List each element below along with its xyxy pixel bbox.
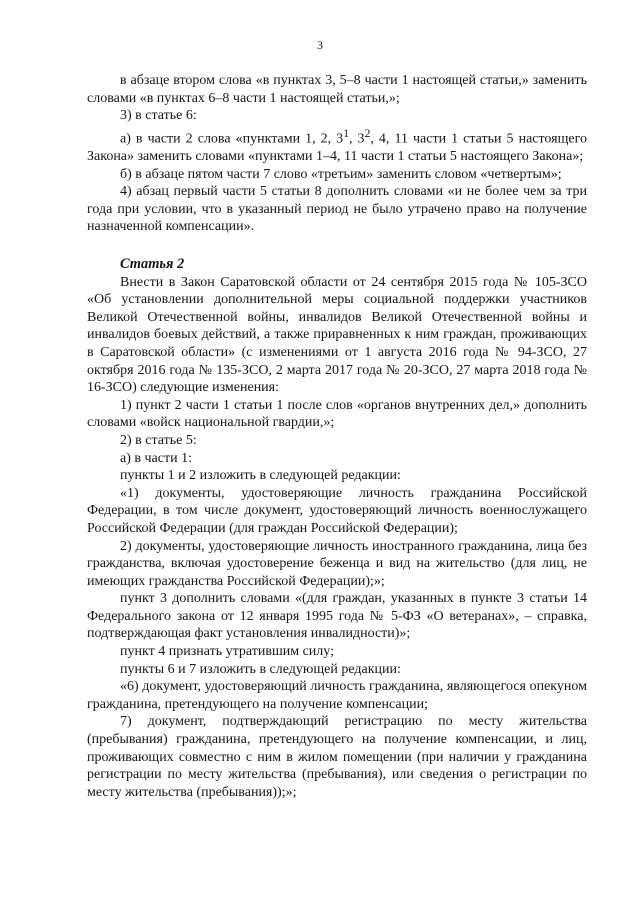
superscript: 1 [343, 126, 350, 140]
superscript: 2 [364, 126, 371, 140]
paragraph: а) в части 1: [120, 450, 192, 466]
page-number: 3 [317, 38, 323, 52]
paragraph [87, 125, 587, 166]
paragraph: пункты 6 и 7 изложить в следующей редакции: [120, 661, 401, 677]
paragraph-text: а) в части 2 слова «пунктами 1, 2, 3 [120, 131, 344, 147]
paragraph: «6) документ, удостоверяющий личность гражданина, являющегося опекуном гражданина, претендующего на получение компенсации; [87, 679, 587, 712]
paragraph: 3) в статье 6: [120, 108, 197, 124]
paragraph-text: , 4, 11 части 1 статьи 5 настоящего Закона» заменить словами «пунктами 1–4, 11 части 1 статьи 5 настоящего Закона»; [87, 131, 587, 165]
paragraph: 7) документ, подтверждающий регистрацию по месту жительства (пребывания) гражданина, претендующего на получение компенсации, и лиц, проживающих совместно с ним в жилом помещении (при наличии у гражданина регистрации по месту жительства (пребывания), или сведения о регистрации по месту жительства (пребывания));»; [87, 714, 587, 800]
article-heading: Статья 2 [120, 256, 185, 272]
paragraph: 4) абзац первый части 5 статьи 8 дополнить словами «и не более чем за три года при условии, что в указанный период не было утрачено право на получение назначенной компенсации». [87, 184, 587, 235]
paragraph: «1) документы, удостоверяющие личность гражданина Российской Федерации, в том числе документ, удостоверяющий личность военнослужащего Российской Федерации (для граждан Российской Федерации); [87, 485, 587, 536]
paragraph-text: , 3 [349, 131, 365, 147]
paragraph: 2) документы, удостоверяющие личность иностранного гражданина, лица без гражданства, включая удостоверение беженца и вид на жительство (для лиц, не имеющих гражданства Российской Федерации);»; [87, 538, 587, 589]
paragraph: 2) в статье 5: [120, 432, 197, 448]
paragraph: Внести в Закон Саратовской области от 24 сентября 2015 года № 105-ЗСО «Об установлении дополнительной меры социальной поддержки участников Великой Отечественной войны, инвалидов Великой Отечественной войны и инвалидов боевых действий, а также приравненных к ним граждан, проживающих в Саратовской области» (с изменениями от 1 августа 2016 года № 94-ЗСО, 27 октября 2016 года № 135-ЗСО, 2 марта 2017 года № 20-ЗСО, 27 марта 2018 года № 16-ЗСО) следующие изменения: [87, 274, 587, 396]
paragraph: пункт 3 дополнить словами «(для граждан, указанных в пункте 3 статьи 14 Федерального закона от 12 января 1995 года № 5-ФЗ «О ветеранах», – справка, подтверждающая факт установления инвалидности)»; [87, 591, 587, 642]
paragraph: пункт 4 признать утратившим силу; [120, 644, 334, 660]
paragraph: пункты 1 и 2 изложить в следующей редакции: [120, 468, 401, 484]
paragraph: в абзаце втором слова «в пунктах 3, 5–8 части 1 настоящей статьи,» заменить словами «в пунктах 6–8 части 1 настоящей статьи,»; [87, 73, 587, 106]
paragraph: 1) пункт 2 части 1 статьи 1 после слов «органов внутренних дел,» дополнить словами «войск национальной гвардии,»; [87, 397, 587, 431]
document-body [87, 72, 587, 801]
paragraph: б) в абзаце пятом части 7 слово «третьим» заменить словом «четвертым»; [120, 166, 562, 182]
